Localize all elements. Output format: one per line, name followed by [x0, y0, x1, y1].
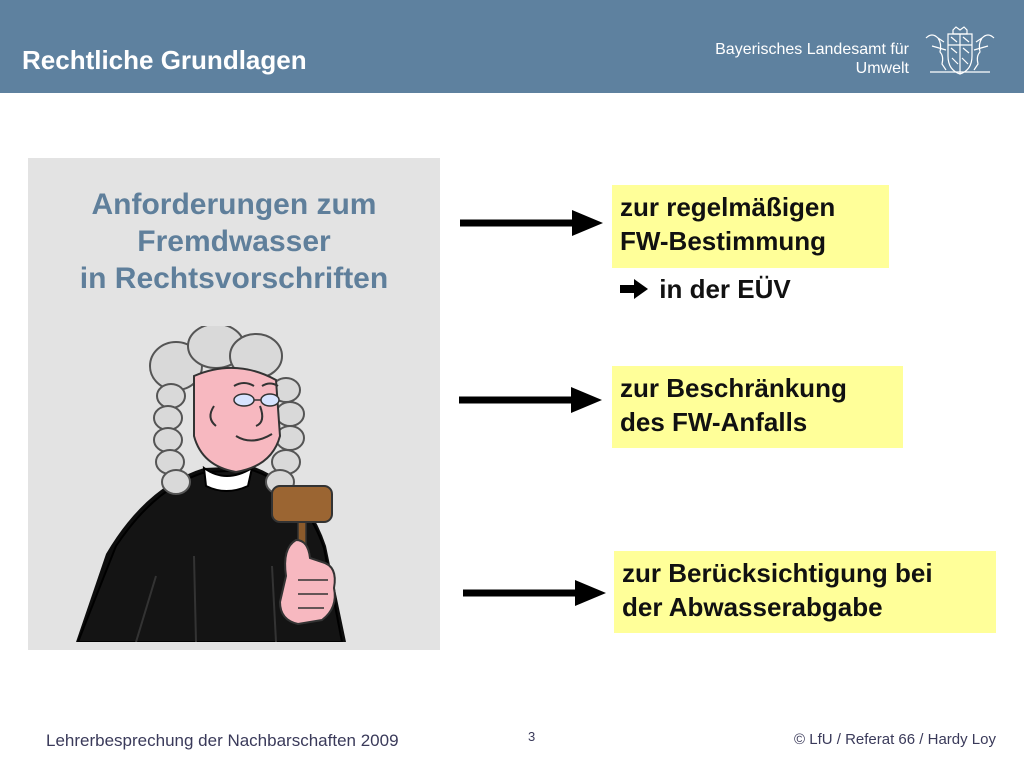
right-arrow-icon: [459, 385, 604, 415]
slide-title: Rechtliche Grundlagen: [22, 45, 307, 75]
footer-event: Lehrerbesprechung der Nachbarschaften 2009: [46, 731, 399, 750]
requirement-box-fw-limitation: [612, 366, 903, 448]
requirement-line2: der Abwasserabgabe: [622, 592, 883, 622]
header-bar: [0, 0, 1024, 93]
page-number: 3: [528, 729, 536, 744]
requirement-box-fw-determination: [612, 185, 889, 268]
requirement-line1: zur Beschränkung: [620, 373, 847, 403]
requirement-line1: zur regelmäßigen: [620, 192, 836, 222]
judge-with-gavel-icon: [76, 326, 376, 642]
organization-name: [715, 40, 909, 78]
footer-copyright: © LfU / Referat 66 / Hardy Loy: [794, 731, 996, 748]
euev-note: [618, 274, 791, 305]
requirement-line1: zur Berücksichtigung bei: [622, 558, 933, 588]
panel-title: [28, 186, 440, 297]
requirement-box-wastewater-levy: [614, 551, 996, 633]
organization-name-line1: Bayerisches Landesamt für: [715, 41, 909, 58]
right-arrow-icon: [460, 208, 605, 238]
organization-name-line2: Umwelt: [855, 60, 909, 77]
panel-title-line1: Anforderungen zum: [91, 188, 377, 221]
bold-right-arrow-icon: [618, 278, 652, 300]
right-arrow-icon: [463, 578, 608, 608]
requirement-line2: FW-Bestimmung: [620, 226, 827, 256]
bavarian-coat-of-arms-icon: [920, 26, 1000, 76]
euev-note-text: in der EÜV: [659, 274, 791, 304]
panel-title-line3: in Rechtsvorschriften: [79, 262, 389, 295]
requirements-panel: [28, 158, 440, 650]
requirement-line2: des FW-Anfalls: [620, 407, 808, 437]
panel-title-line2: Fremdwasser: [137, 225, 331, 258]
